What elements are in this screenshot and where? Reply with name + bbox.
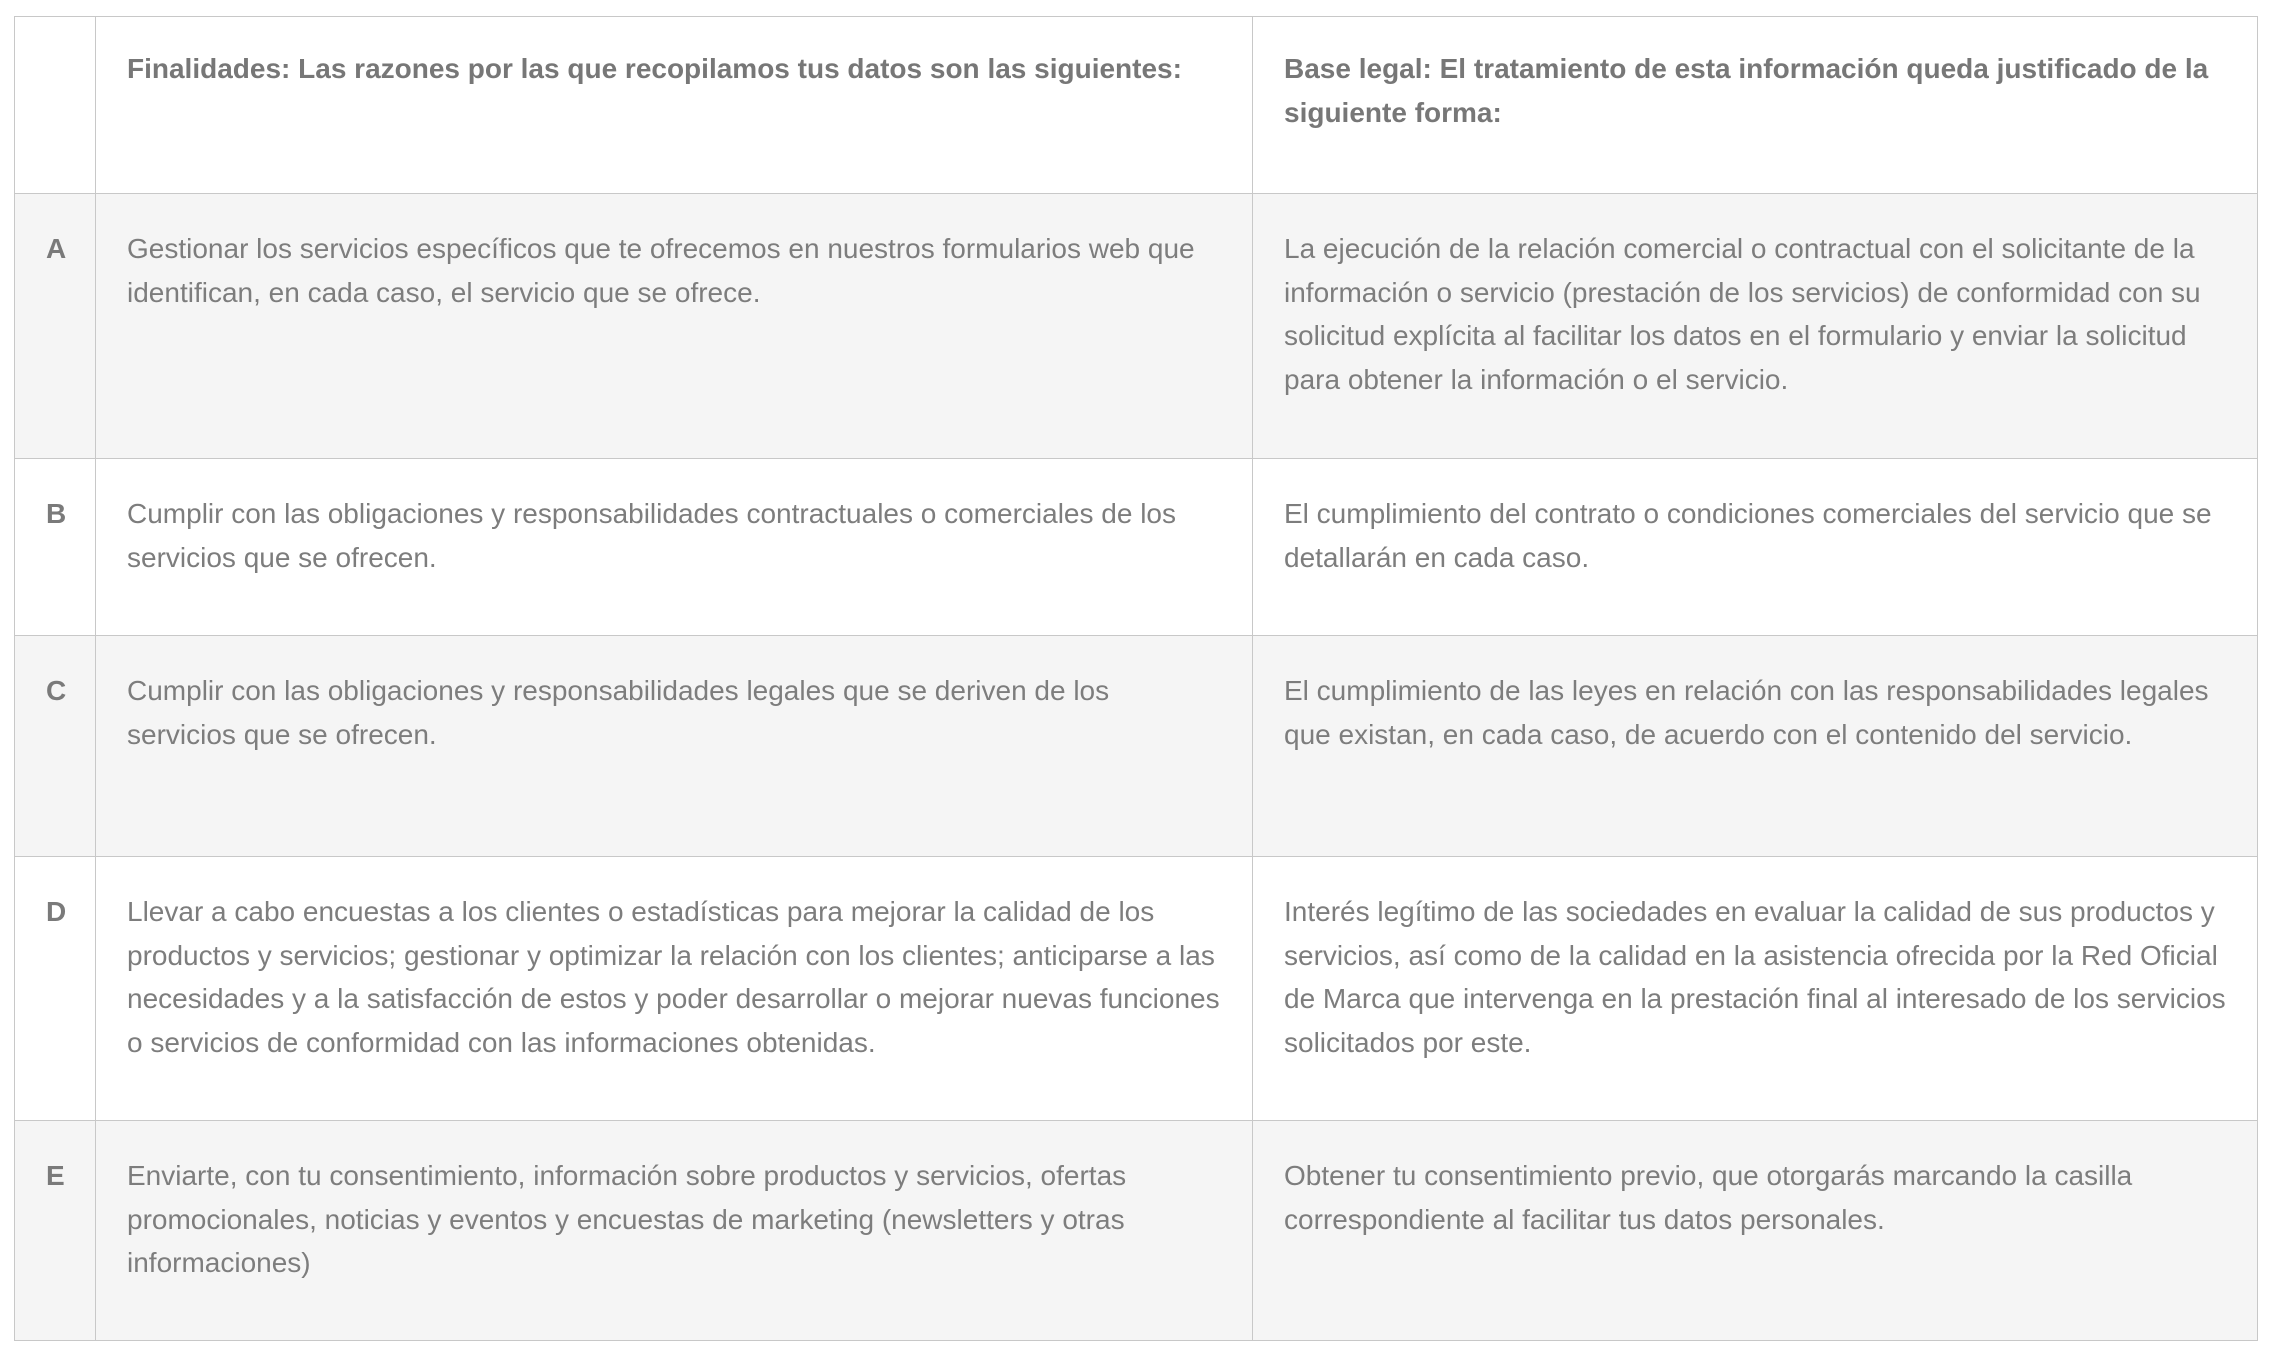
row-letter: E bbox=[15, 1121, 96, 1341]
row-purpose: Enviarte, con tu consentimiento, información sobre productos y servicios, ofertas promocionales, noticias y eventos y encuestas de marketing (newsletters y otras informaciones) bbox=[96, 1121, 1253, 1341]
row-legal-basis: El cumplimiento del contrato o condiciones comerciales del servicio que se detallarán en cada caso. bbox=[1253, 459, 2258, 636]
header-letter-cell bbox=[15, 17, 96, 194]
table-header-row bbox=[15, 17, 2258, 194]
table-row-b bbox=[15, 459, 2258, 636]
row-legal-basis: El cumplimiento de las leyes en relación con las responsabilidades legales que existan, en cada caso, de acuerdo con el contenido del servicio. bbox=[1253, 636, 2258, 857]
header-legal-basis-cell: Base legal: El tratamiento de esta información queda justificado de la siguiente forma: bbox=[1253, 17, 2258, 194]
row-letter: B bbox=[15, 459, 96, 636]
row-legal-basis: La ejecución de la relación comercial o contractual con el solicitante de la información o servicio (prestación de los servicios) de conformidad con su solicitud explícita al facilitar los datos en el formulario y enviar la solicitud para obtener la información o el servicio. bbox=[1253, 194, 2258, 459]
table-row-d bbox=[15, 857, 2258, 1121]
row-legal-basis: Interés legítimo de las sociedades en evaluar la calidad de sus productos y servicios, así como de la calidad en la asistencia ofrecida por la Red Oficial de Marca que intervenga en la prestación final al interesado de los servicios solicitados por este. bbox=[1253, 857, 2258, 1121]
table-row-c bbox=[15, 636, 2258, 857]
table-row-e bbox=[15, 1121, 2258, 1341]
privacy-purposes-table bbox=[14, 16, 2258, 1341]
row-letter: A bbox=[15, 194, 96, 459]
row-purpose: Cumplir con las obligaciones y responsabilidades contractuales o comerciales de los servicios que se ofrecen. bbox=[96, 459, 1253, 636]
row-letter: D bbox=[15, 857, 96, 1121]
row-purpose: Gestionar los servicios específicos que te ofrecemos en nuestros formularios web que identifican, en cada caso, el servicio que se ofrece. bbox=[96, 194, 1253, 459]
header-purpose-cell: Finalidades: Las razones por las que recopilamos tus datos son las siguientes: bbox=[96, 17, 1253, 194]
table-row-a bbox=[15, 194, 2258, 459]
row-letter: C bbox=[15, 636, 96, 857]
row-purpose: Llevar a cabo encuestas a los clientes o estadísticas para mejorar la calidad de los productos y servicios; gestionar y optimizar la relación con los clientes; anticiparse a las necesidades y a la satisfacción de estos y poder desarrollar o mejorar nuevas funciones o servicios de conformidad con las informaciones obtenidas. bbox=[96, 857, 1253, 1121]
row-purpose: Cumplir con las obligaciones y responsabilidades legales que se deriven de los servicios que se ofrecen. bbox=[96, 636, 1253, 857]
row-legal-basis: Obtener tu consentimiento previo, que otorgarás marcando la casilla correspondiente al facilitar tus datos personales. bbox=[1253, 1121, 2258, 1341]
privacy-purposes-table-container bbox=[14, 16, 2257, 1341]
